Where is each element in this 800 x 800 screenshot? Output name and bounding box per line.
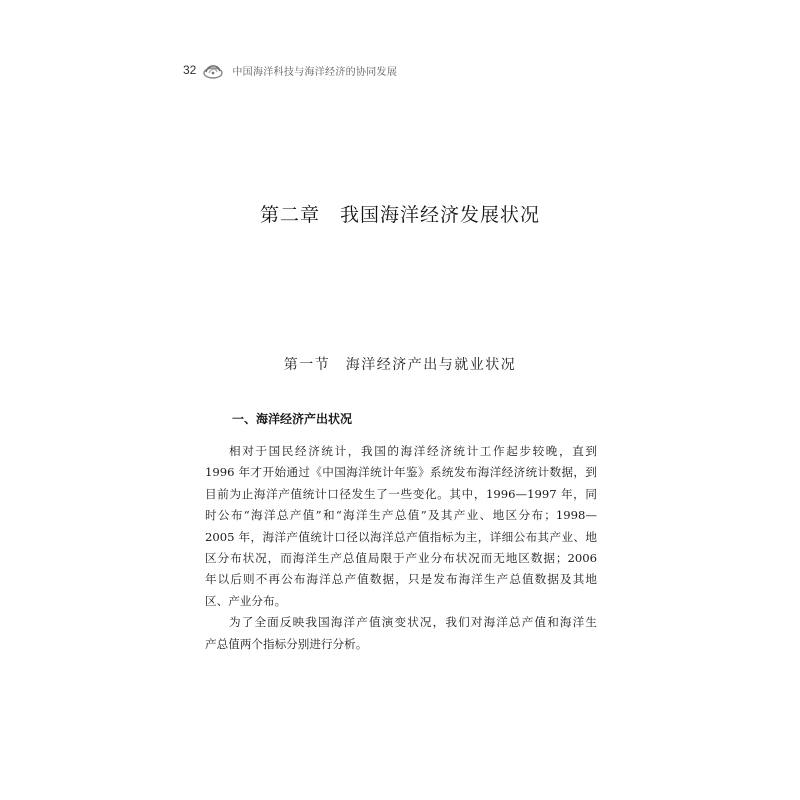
running-title: 中国海洋科技与海洋经济的协同发展 [232,66,398,78]
page-number: 32 [183,63,197,77]
text-line: 区、产业分布。 [205,593,287,608]
text-line: 区分布状况，而海洋生产总值局限于产业分布状况而无地区数据；2006 [205,550,597,565]
text-line: 相对于国民经济统计，我国的海洋经济统计工作起步较晚，直到 [229,444,597,458]
chapter-title: 第二章 我国海洋经济发展状况 [259,204,540,226]
text-line: 时公布“海洋总产值”和“海洋生产总值”及其产业、地区分布；1998— [205,508,597,523]
text-line: 1996 年才开始通过《中国海洋统计年鉴》系统发布海洋经济统计数据，到 [205,465,597,480]
page-header [183,60,397,80]
body-text [205,441,597,655]
text-line: 产总值两个指标分别进行分析。 [205,636,368,651]
section-title: 第一节 海洋经济产出与就业状况 [283,357,517,373]
subsection-title: 一、海洋经济产出状况 [232,412,353,426]
swirl-logo-icon [202,61,224,79]
text-line: 2005 年，海洋产值统计口径以海洋总产值指标为主，详细公布其产业、地 [205,529,597,544]
text-line: 目前为止海洋产值统计口径发生了一些变化。其中，1996—1997 年，同 [205,486,597,501]
text-line: 年以后则不再公布海洋总产值数据，只是发布海洋生产总值数据及其地 [205,572,597,587]
text-line: 为了全面反映我国海洋产值演变状况，我们对海洋总产值和海洋生 [229,615,597,630]
